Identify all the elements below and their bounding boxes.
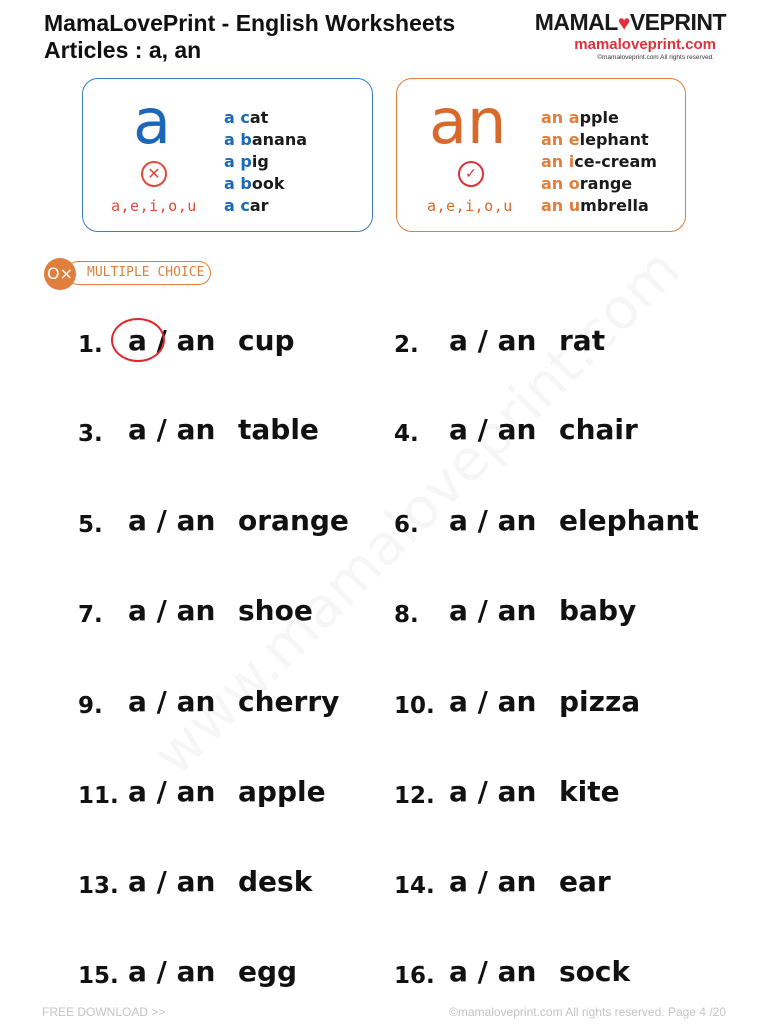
brand-logo-right: VEPRINT: [629, 9, 726, 35]
examples-an: [541, 107, 657, 217]
card-article-a: [82, 78, 373, 232]
choice-text[interactable]: a / an: [128, 955, 216, 988]
choice-text[interactable]: a / an: [449, 685, 537, 718]
vowels-label: a,e,i,o,u: [111, 197, 197, 215]
brand-url: mamaloveprint.com: [574, 36, 716, 53]
answer-circle-mark: [111, 318, 165, 362]
section-multiple-choice: [44, 258, 212, 288]
choice-text[interactable]: a / an: [128, 504, 216, 537]
section-label: MULTIPLE CHOICE: [66, 261, 211, 285]
example-item: an orange: [541, 174, 633, 193]
choice-text[interactable]: a / an: [449, 324, 537, 357]
choice-text[interactable]: a / an: [449, 594, 537, 627]
example-item: a book: [224, 174, 285, 193]
heart-icon: ♥: [617, 12, 630, 35]
cross-circle-icon: ✕: [141, 161, 167, 187]
brand-copyright: ©mamaloveprint.com All rights reserved.: [597, 54, 714, 61]
choice-text[interactable]: a / an: [128, 594, 216, 627]
examples-a: [224, 107, 307, 217]
example-item: an elephant: [541, 130, 649, 149]
choice-text[interactable]: a / an: [128, 865, 216, 898]
big-letter-a: a: [133, 85, 171, 158]
footer-copyright: ©mamaloveprint.com All rights reserved. Page 4 /20: [449, 1005, 726, 1019]
vowels-label: a,e,i,o,u: [427, 197, 513, 215]
choice-text[interactable]: a / an: [128, 685, 216, 718]
title-line-1: MamaLovePrint - English Worksheets: [44, 10, 456, 36]
big-letter-an: an: [429, 85, 507, 158]
example-item: a banana: [224, 130, 307, 149]
choice-text[interactable]: a / an: [128, 413, 216, 446]
brand-logo-left: MAMAL: [534, 9, 618, 35]
check-circle-icon: ✓: [458, 161, 484, 187]
choice-text[interactable]: a / an: [449, 504, 537, 537]
choice-text[interactable]: a / an: [449, 413, 537, 446]
footer-download-link[interactable]: FREE DOWNLOAD >>: [42, 1005, 166, 1019]
brand-logo: [535, 10, 726, 36]
choice-text[interactable]: a / an: [128, 324, 216, 357]
worksheet-title: [44, 10, 455, 64]
example-item: a car: [224, 196, 269, 215]
ox-icon: O×: [44, 258, 76, 290]
example-item: an ice-cream: [541, 152, 657, 171]
choice-text[interactable]: a / an: [128, 775, 216, 808]
choice-text[interactable]: a / an: [449, 775, 537, 808]
brand-block: [535, 10, 726, 62]
card-article-an: [396, 78, 686, 232]
example-item: an apple: [541, 108, 619, 127]
title-line-2: Articles : a, an: [44, 37, 202, 63]
choice-text[interactable]: a / an: [449, 955, 537, 988]
example-item: an umbrella: [541, 196, 649, 215]
example-item: a cat: [224, 108, 269, 127]
choice-text[interactable]: a / an: [449, 865, 537, 898]
example-item: a pig: [224, 152, 269, 171]
